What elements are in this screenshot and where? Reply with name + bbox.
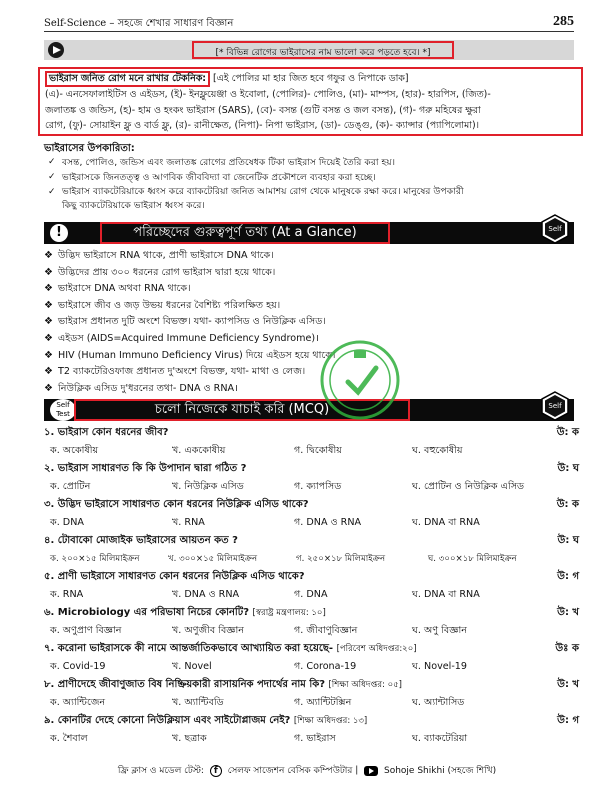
- self-badge-label: Self: [548, 225, 562, 233]
- footer-youtube-channel[interactable]: Sohoje Shikhi (সহজে শিখি): [384, 766, 497, 776]
- technique-line: [45, 71, 576, 87]
- benefits-list: [48, 155, 578, 213]
- options-row: [44, 730, 579, 748]
- option: ক. শৈবাল: [50, 733, 88, 744]
- answer-key: উ: ঘ: [557, 463, 579, 474]
- option: গ. জীবাণুবিজ্ঞান: [294, 625, 358, 636]
- benefit-item: ✓ বসন্ত, পোলিও, জন্ডিস এবং জলাতঙ্ক রোগের প্রতিষেধক টিকা ভাইরাস দিয়েই তৈরি করা হয়।: [48, 157, 395, 168]
- option: ক. DNA: [50, 517, 84, 528]
- watermark-seal-icon: [318, 338, 402, 422]
- option: ঘ. অ্যান্টাসিড: [412, 697, 465, 708]
- check-icon: ✓: [48, 187, 56, 197]
- option: গ. অ্যান্টিটক্সিন: [294, 697, 352, 708]
- answer-key: উ: ঘ: [557, 535, 579, 546]
- option: ক. ২০০×১৫ মিলিমাইক্রন: [50, 554, 140, 564]
- option: ক. অ্যান্টিজেন: [50, 697, 106, 708]
- option: ক. প্রোটিন: [50, 481, 91, 492]
- question-source: [শিক্ষা অধিদপ্তর: ১৩]: [293, 716, 368, 726]
- option: ক. RNA: [50, 589, 84, 600]
- diamond-bullet-icon: ❖: [44, 366, 53, 378]
- fact-item: ❖ ভাইরাসে DNA অথবা RNA থাকে।: [44, 281, 574, 298]
- answer-key: উ: খ: [557, 679, 579, 690]
- question: ১. ভাইরাস কোন ধরনের জীব? উ: ক: [44, 424, 579, 442]
- option: গ. Corona-19: [294, 661, 357, 672]
- question: ৯. কোনটির দেহে কোনো নিউক্লিয়াস এবং সাইটোপ্লাজম নেই? [শিক্ষা অধিদপ্তর: ১৩] উ: গ: [44, 712, 579, 730]
- option: খ. DNA ও RNA: [172, 589, 240, 600]
- answer-key: উ: খ: [557, 607, 579, 618]
- question-source: [স্বরাষ্ট্র মন্ত্রণালয়: ১০]: [252, 608, 326, 618]
- notice-text: [* বিভিন্ন রোগের ভাইরাসের নাম ভালো করে পড়তে হবে। *]: [215, 48, 431, 58]
- technique-mnemonic: [এই পোলির মা হার জিত হবে গফুর ও নিপাকে ডাক]: [213, 73, 409, 84]
- glance-title: পরিচ্ছেদের গুরুত্বপূর্ণ তথ্য (At a Glance): [100, 222, 390, 244]
- benefits-title: ভাইরাসের উপকারিতা:: [44, 143, 135, 154]
- options-row: [44, 622, 579, 640]
- option: ক. অণুপ্রাণ বিজ্ঞান: [50, 625, 122, 636]
- glance-band: [44, 222, 574, 244]
- footer-separator: |: [355, 765, 359, 776]
- self-test-badge: Self Test: [50, 399, 76, 421]
- option: ক. Covid-19: [50, 661, 106, 672]
- book-title: Self-Science – সহজে শেখার সাধারণ বিজ্ঞান: [44, 18, 234, 29]
- option: ঘ. প্রোটিন ও নিউক্লিক এসিড: [412, 481, 525, 492]
- option: ঘ. DNA বা RNA: [412, 517, 480, 528]
- option: ঘ. DNA বা RNA: [412, 589, 480, 600]
- diamond-bullet-icon: ❖: [44, 349, 53, 361]
- option: গ. ২৫০×১৮ মিলিমাইক্রন: [296, 554, 386, 564]
- question: ৪. টোবাকো মোজাইক ভাইরাসের আয়তন কত ? উ: ঘ: [44, 532, 579, 550]
- diamond-bullet-icon: ❖: [44, 382, 53, 394]
- technique-line: জলাতঙ্ক ও জন্ডিস, (হ)- হাম ও হংকং ভাইরাস (SARS), (বে)- বসন্ত (গুটি বসন্ত ও জল বসন্ত), (গ)- গরু মহিষের ক্ষুরা: [45, 104, 481, 116]
- footer-facebook-page[interactable]: সেলফ সাজেশন বেসিক কম্পিউটার: [227, 766, 353, 776]
- fact-item: ❖ উদ্ভিদের প্রায় ৩০০ ধরনের রোগ ভাইরাস দ্বারা হয়ে থাকে।: [44, 265, 574, 282]
- play-icon: [48, 42, 64, 58]
- technique-line: (এ)- এনসেফালাইটিস ও এইডস, (ই)- ইনফ্লুয়েঞ্জা ও ইবোলা, (পোলির)- পোলিও, (মা)- মাম্পস, (হার)- হারপিস, (জিত)-: [45, 89, 491, 100]
- youtube-icon: [364, 766, 378, 776]
- glance-facts: [44, 248, 574, 397]
- option: খ. Novel: [172, 661, 212, 672]
- option: গ. DNA: [294, 589, 328, 600]
- options-row: [44, 514, 579, 532]
- fact-item: ❖ এইডস (AIDS=Acquired Immune Deficiency Syndrome)।: [44, 331, 574, 348]
- self-badge-icon: [540, 214, 570, 244]
- option: খ. RNA: [172, 517, 205, 528]
- option: খ. নিউক্লিক এসিড: [172, 481, 244, 492]
- question: ৩. উদ্ভিদ ভাইরাসে সাধারণত কোন ধরনের নিউক্লিক এসিড থাকে? উ: ক: [44, 496, 579, 514]
- benefit-item: ✓ ভাইরাস ব্যাকটেরিয়াকে ধ্বংস করে ব্যাকটেরিয়া জনিত আমাশয় রোগ থেকে মানুষকে রক্ষা করে। মানুষের উপকারী: [48, 186, 464, 197]
- technique-line: রোগ, (ফু)- সোয়াইন ফ্লু ও বার্ড ফ্লু, (র)- রানীক্ষেত, (নিপা)- নিপা ভাইরাস, (ডা)- ডেঙ্গু, (ক)- ক্যান্সার (প্যাপিলোমা)।: [45, 120, 479, 131]
- option: খ. অ্যান্টিবডি: [172, 697, 224, 708]
- options-row: [44, 586, 579, 604]
- fact-item: ❖ ভাইরাসে জীব ও জড় উভয় ধরনের বৈশিষ্ট্য পরিলক্ষিত হয়।: [44, 298, 574, 315]
- question: ৬. Microbiology এর পরিভাষা নিচের কোনটি? [স্বরাষ্ট্র মন্ত্রণালয়: ১০] উ: খ: [44, 604, 579, 622]
- question-source: [পরিবেশ অধিদপ্তর:২০]: [336, 644, 417, 654]
- page-number: 285: [553, 14, 574, 29]
- answer-key: উঃ ক: [555, 643, 579, 654]
- question-source: [শিক্ষা অধিদপ্তর: ০৫]: [328, 680, 402, 690]
- option: ঘ. ব্যাকটেরিয়া: [412, 733, 468, 744]
- options-row: [44, 550, 579, 568]
- option: গ. DNA ও RNA: [294, 517, 362, 528]
- options-row: [44, 442, 579, 460]
- self-test-title: চলো নিজেকে যাচাই করি (MCQ): [74, 399, 410, 421]
- fact-item: ❖ নিউক্লিক এসিড দু'ধরনের তথা- DNA ও RNA।: [44, 381, 574, 398]
- option: গ. ভাইরাস: [294, 733, 336, 744]
- option: গ. দ্বিকোষীয়: [294, 445, 342, 456]
- question: ৭. করোনা ভাইরাসকে কী নামে আন্তর্জাতিকভাবে আখ্যায়িত করা হয়েছে- [পরিবেশ অধিদপ্তর:২০] উঃ ক: [44, 640, 579, 658]
- answer-key: উ: ক: [556, 499, 579, 510]
- diamond-bullet-icon: ❖: [44, 283, 53, 295]
- option: ক. অকোষীয়: [50, 445, 99, 456]
- option: খ. ছত্রাক: [172, 733, 207, 744]
- option: খ. ৩০০×১৫ মিলিমাইক্রন: [168, 554, 258, 564]
- answer-key: উ: গ: [557, 571, 579, 582]
- page-header: [44, 14, 574, 32]
- page-footer: [0, 763, 614, 778]
- option: ঘ. Novel-19: [412, 661, 467, 672]
- technique-box: [38, 67, 583, 136]
- fact-item: ❖ HIV (Human Immuno Deficiency Virus) দিয়ে এইডস হয়ে থাকে।: [44, 348, 574, 365]
- diamond-bullet-icon: ❖: [44, 250, 53, 261]
- check-icon: ✓: [48, 157, 56, 167]
- technique-heading: ভাইরাস জনিত রোগ মনে রাখার টেকনিক:: [45, 71, 210, 87]
- option: ঘ. বহুকোষীয়: [412, 445, 463, 456]
- notice-box: [192, 41, 454, 59]
- fact-item: ❖ T2 ব্যাকটেরিওফাজ প্রধানত দু'অংশে বিভক্ত, যথা- মাথা ও লেজ।: [44, 364, 574, 381]
- option: ঘ. ৩০০×১৮ মিলিমাইক্রন: [428, 554, 517, 564]
- facebook-icon: f: [210, 765, 222, 777]
- benefit-item: ✓ ভাইরাসকে জিনতত্ত্ব ও আণবিক জীববিদ্যা বা জেনেটিক প্রকৌশলে ব্যবহার করা হচ্ছে।: [48, 172, 376, 183]
- self-test-band: [44, 399, 574, 421]
- option: গ. ক্যাপসিড: [294, 481, 342, 492]
- answer-key: উ: ক: [556, 427, 579, 438]
- check-icon: ✓: [48, 172, 56, 182]
- options-row: [44, 658, 579, 676]
- exclamation-icon: !: [50, 224, 68, 242]
- option: খ. এককোষীয়: [172, 445, 226, 456]
- question: ২. ভাইরাস সাধারণত কি কি উপাদান দ্বারা গঠিত ? উ: ঘ: [44, 460, 579, 478]
- fact-item: ❖ উদ্ভিদ ভাইরাসে RNA থাকে, প্রাণী ভাইরাসে DNA থাকে।: [44, 248, 574, 265]
- diamond-bullet-icon: ❖: [44, 332, 53, 344]
- diamond-bullet-icon: ❖: [44, 266, 53, 278]
- question: ৫. প্রাণী ভাইরাসে সাধারণত কোন ধরনের নিউক্লিক এসিড থাকে? উ: গ: [44, 568, 579, 586]
- self-test-hex-icon: [540, 391, 570, 421]
- answer-key: উ: গ: [557, 715, 579, 726]
- question: ৮. প্রাণীদেহে জীবাণুজাত বিষ নিষ্ক্রিয়কারী রাসায়নিক পদার্থের নাম কি? [শিক্ষা অধিদপ্তর: ০৫] উ: খ: [44, 676, 579, 694]
- fact-item: ❖ ভাইরাস প্রধানত দুটি অংশে বিভক্ত। যথা- ক্যাপসিড ও নিউক্লিক এসিড।: [44, 314, 574, 331]
- self-test-hex-label: Self: [548, 402, 562, 410]
- footer-label: ফ্রি ক্লাস ও মডেল টেস্ট:: [117, 766, 204, 776]
- diamond-bullet-icon: ❖: [44, 316, 53, 328]
- option: ঘ. অণু বিজ্ঞান: [412, 625, 467, 636]
- options-row: [44, 694, 579, 712]
- mcq-list: [44, 424, 579, 748]
- options-row: [44, 478, 579, 496]
- benefit-item-continued: কিছু ব্যাকটেরিয়াকে ভাইরাস ধ্বংস করে।: [62, 200, 205, 211]
- notice-bar: [44, 40, 574, 60]
- diamond-bullet-icon: ❖: [44, 299, 53, 311]
- option: খ. অণুজীব বিজ্ঞান: [172, 625, 245, 636]
